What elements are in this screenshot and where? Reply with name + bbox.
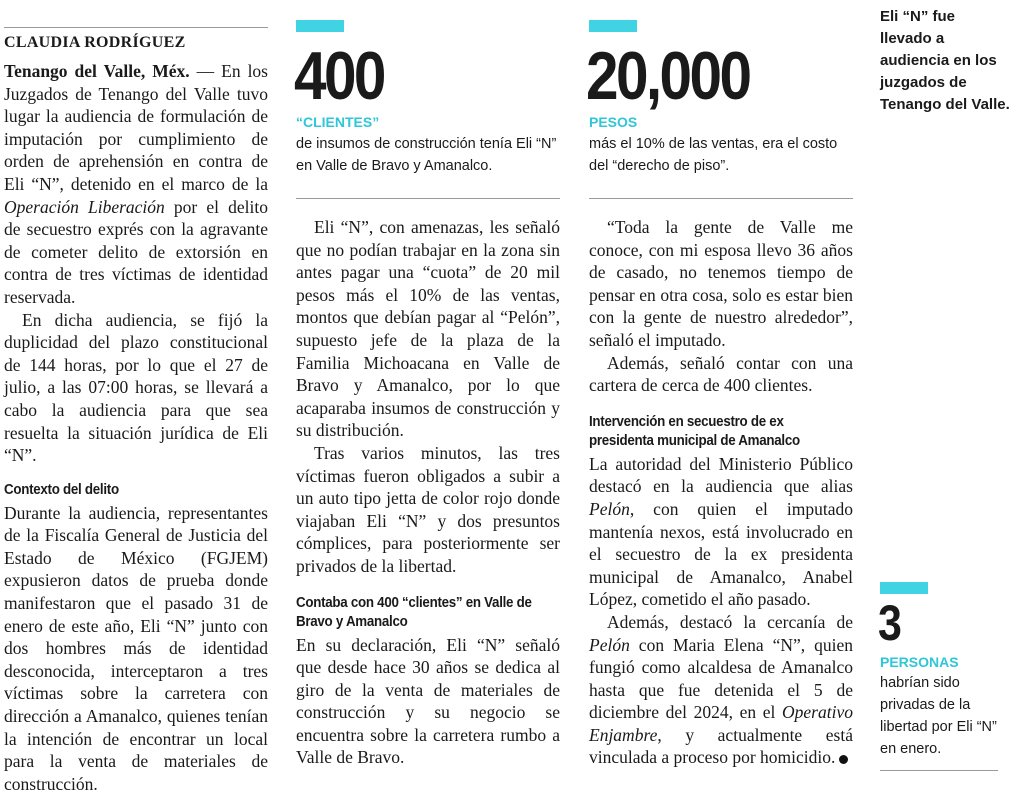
text-run: La autoridad del Ministerio Público destacó en la audiencia que alias (589, 453, 853, 497)
accent-bar (589, 20, 637, 32)
paragraph: Eli “N”, con amenazas, les señaló que no podían trabajar en la zona sin antes pagar una “cuota” de 20 mil pesos más el 10% de las ventas, montos que debían pagar al “Pelón”, supuesto jefe de la plaza de la Familia Michoacana en Valle de Bravo y Amanalco, por lo que acaparaba insumos de construcción y su distribución. (296, 217, 560, 441)
stat-label: PESOS (589, 114, 638, 130)
paragraph (589, 611, 853, 769)
accent-bar (880, 582, 928, 594)
paragraph: Además, señaló contar con una cartera de cerca de 400 clientes. (589, 352, 853, 396)
text-run: por el delito de secuestro exprés con la agravante de cometer delito de extorsión en contra de tres víctimas de identidad reservada. (4, 196, 268, 307)
text-run: Además, destacó la cercanía de (607, 611, 853, 632)
column-1 (4, 34, 268, 795)
top-rule-col1 (4, 27, 268, 28)
stat-description: de insumos de construcción tenía Eli “N” en Valle de Bravo y Amanalco. (296, 136, 557, 174)
photo-caption: Eli “N” fue llevado a audiencia en los juzgados de Tenango del Valle. (880, 8, 1010, 113)
subhead: Contexto del delito (4, 481, 119, 498)
column-2 (296, 216, 560, 769)
byline: CLAUDIA RODRÍGUEZ (4, 34, 186, 51)
paragraph: Tras varios minutos, las tres víctimas fueron obligados a subir a un auto tipo jetta de color rojo donde viajaban Eli “N” y dos presuntos cómplices, para posteriormente ser privados de la libertad. (296, 442, 560, 576)
subhead: Contaba con 400 “clientes” en Valle de Bravo y Amanalco (296, 594, 532, 630)
text-run: — En los Juzgados de Tenango del Valle tuvo lugar la audiencia de formulación de imputación por cumplimiento de orden de aprehensión en contra de Eli “N”, detenido en el marco de la (4, 61, 268, 194)
paragraph (4, 60, 268, 309)
divider (589, 198, 853, 199)
paragraph (589, 453, 853, 611)
stat-number: 400 (294, 38, 384, 114)
emphasis-text: Pelón (589, 498, 630, 519)
stat-label: PERSONAS (880, 654, 959, 670)
subhead: Intervención en secuestro de ex presidenta municipal de Amanalco (589, 413, 800, 449)
divider (296, 198, 560, 199)
end-mark-icon (839, 755, 848, 764)
column-3 (589, 216, 853, 769)
stat-description: más el 10% de las ventas, era el costo del “derecho de piso”. (589, 136, 838, 174)
stat-number: 3 (878, 595, 900, 651)
emphasis-text: Operativo Enjambre (589, 702, 853, 745)
stat-label: “CLIENTES” (296, 114, 380, 130)
accent-bar (296, 20, 344, 32)
dateline: Tenango del Valle, Méx. (4, 61, 190, 81)
text-run: , y actualmente está vinculada a proceso por homicidio. (589, 724, 853, 768)
paragraph: En su declaración, Eli “N” señaló que desde hace 30 años se dedica al giro de la venta de materiales de construcción y su negocio se encuentra sobre la carretera rumbo a Valle de Bravo. (296, 634, 560, 768)
paragraph: “Toda la gente de Valle me conoce, con mi esposa llevo 36 años de casado, no tenemos tiempo de pensar en otra cosa, solo es estar bien con la gente de nuestro alrededor”, señaló el imputado. (589, 217, 853, 350)
text-run: , con quien el imputado mantenía nexos, está involucrado en el secuestro de la ex presidenta municipal de Amanalco, Anabel López, cometido el año pasado. (589, 498, 853, 610)
emphasis-text: Operación Liberación (4, 196, 165, 217)
paragraph: En dicha audiencia, se fijó la duplicidad del plazo constitucional de 144 horas, por lo que el 27 de julio, a las 07:00 horas, se llevará a cabo la audiencia para que sea resuelta la situación jurídica de Eli “N”. (4, 309, 268, 466)
paragraph: Durante la audiencia, representantes de la Fiscalía General de Justicia del Estado de México (FGJEM) expusieron datos de prueba donde manifestaron que el pasado 31 de enero de este año, Eli “N” junto con dos hombres más de identidad desconocida, interceptaron a tres víctimas sobre la carretera con dirección a Amanalco, quienes tenían la intención de encontrar un local para la venta de materiales de construcción. (4, 502, 268, 794)
divider (880, 770, 998, 771)
emphasis-text: Pelón (589, 634, 630, 655)
text-run: con Maria Elena “N”, quien fungió como alcaldesa de Amanalco hasta que fue detenida el 5 de diciembre del 2024, en el (589, 634, 853, 723)
stat-description: habrían sido privadas de la libertad por Eli “N” en enero. (880, 675, 997, 757)
stat-number: 20,000 (586, 38, 750, 114)
